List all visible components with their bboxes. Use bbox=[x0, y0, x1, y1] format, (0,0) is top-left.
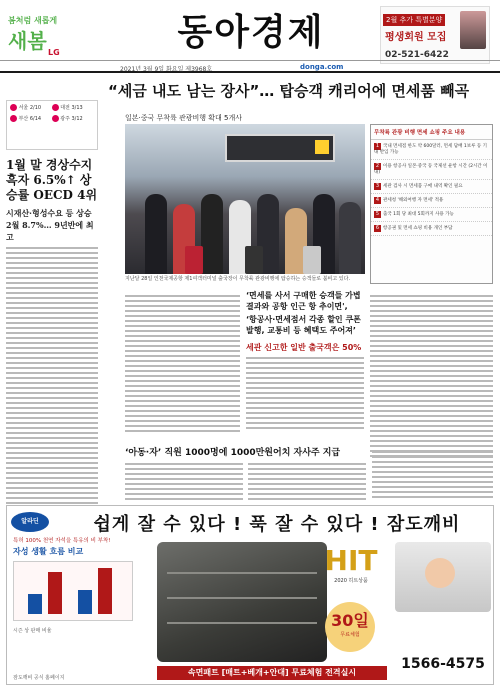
second-story-col-1 bbox=[125, 460, 243, 503]
masthead-ad[interactable] bbox=[380, 6, 490, 64]
photo-caption: 지난달 28일 인천국제공항 제1여객터미널 출국장이 무착륙 관광비행에 탑승하는 승객들로 붐비고 있다. bbox=[125, 276, 351, 282]
second-story-col-3 bbox=[372, 448, 493, 501]
weather-icon bbox=[52, 104, 59, 111]
info-item: 3 세관 검사 시 면세품 구매 내역 확인 필요 bbox=[371, 180, 492, 194]
left-story-body bbox=[6, 247, 98, 534]
advertisement[interactable] bbox=[6, 505, 494, 685]
ad-model-face bbox=[425, 558, 455, 588]
issue-bar bbox=[0, 60, 500, 73]
ad-chart-note: 시즌 상 판매 비율 bbox=[13, 628, 52, 634]
article-column-3 bbox=[370, 292, 493, 460]
left-story[interactable] bbox=[6, 158, 98, 537]
ad-brand-logo: 알라딘 bbox=[11, 512, 49, 532]
ad-phone: 02-521-6422 bbox=[385, 50, 449, 60]
ad-phone-number[interactable]: 1566-4575 bbox=[401, 656, 485, 672]
article-column-1 bbox=[125, 292, 240, 435]
info-item: 4 관세청 '해외여행 자 면세' 적용 bbox=[371, 194, 492, 208]
ad-left-label: 특허 100% 천연 자석을 특유의 비 부착! bbox=[13, 538, 111, 544]
newspaper-title: 동아경제 bbox=[177, 12, 325, 53]
weather-icon bbox=[10, 115, 17, 122]
weather-cell: 광주 3/12 bbox=[52, 115, 92, 122]
weather-cell: 대전 3/13 bbox=[52, 104, 92, 111]
ad-chart bbox=[13, 561, 133, 621]
info-box-title: 무착륙 관광 비행 면세 쇼핑 주요 내용 bbox=[371, 125, 492, 140]
ad-product-photo bbox=[157, 542, 327, 662]
lg-logo: LG bbox=[48, 48, 60, 57]
weather-cell: 부산 6/14 bbox=[10, 115, 50, 122]
ad-left-title: 자성 생활 흐름 비교 bbox=[13, 547, 84, 556]
issue-info: 2021년 3월 9일 화요일 제3968호 bbox=[120, 66, 213, 73]
weather-cell: 서울 2/10 bbox=[10, 104, 50, 111]
spring-banner bbox=[8, 6, 80, 66]
mid-headline-1: ‘면세를 사서 구매한 승객들 가볍 결과와 공항 인근 항 추이면', bbox=[246, 291, 361, 311]
info-box bbox=[370, 124, 493, 284]
ad-model-photo bbox=[395, 542, 491, 612]
ad-trial-badge: 30일 무료체험 bbox=[325, 602, 375, 652]
mid-headline-2: ‘항공사·면세점서 각종 할인 쿠폰 발행, 교통비 등 혜택도 주어져’ bbox=[246, 315, 361, 335]
ad-slogan: 쉽게 잘 수 있다 ! 푹 잘 수 있다 ! 잠도깨비 bbox=[93, 514, 461, 535]
main-subheadline: 일본·중국 무착륙 관광비행 확대 5개사 bbox=[125, 114, 243, 122]
mid-headline-3: 세관 신고한 일반 출국객은 50% bbox=[246, 343, 362, 352]
main-photo bbox=[125, 124, 365, 274]
left-story-subtitle: 시재산·형성수요 등 상승 2월 8.7%… 9년반에 최고 bbox=[6, 208, 94, 242]
weather-box bbox=[6, 100, 98, 150]
masthead bbox=[0, 0, 500, 73]
ad-tag: 2월 추가 특별분양 bbox=[383, 14, 445, 26]
ad-footer: 잠도깨비 공식 홈페이지 bbox=[13, 675, 65, 681]
info-item: 6 항공권 및 면세 쇼핑 비용 개인 부담 bbox=[371, 222, 492, 236]
ad-photo bbox=[460, 11, 486, 49]
info-item: 1 국내 면세점 한도 약 600달러, 면세 담배 1보루 등 기내 반입 가능 bbox=[371, 140, 492, 160]
ad-hit-badge: HIT 2020 히트상품 bbox=[324, 544, 378, 584]
ad-cta-bar[interactable]: 속면패트 [매트+베개+안대] 무료체험 전격실시 bbox=[157, 666, 387, 680]
info-item: 2 이용 항공사 일본·중국 등 국제선 운항 시간 (2시간 이내) bbox=[371, 160, 492, 180]
airport-sign bbox=[225, 134, 335, 162]
left-story-title: 1월 말 경상수지 흑자 6.5%↑ 상승률 OECD 4위 bbox=[6, 158, 98, 202]
main-headline-text: “세금 내도 남는 장사”… 탑승객 캐리어에 면세품 빼곡 bbox=[108, 82, 470, 100]
main-headline[interactable] bbox=[108, 80, 493, 110]
info-item: 5 출국 1회 당 최대 5회까지 사용 가능 bbox=[371, 208, 492, 222]
second-story-col-2 bbox=[248, 460, 366, 503]
spring-logo: 봄처럼 새롭게 새봄 bbox=[8, 16, 58, 53]
article-column-2[interactable] bbox=[246, 290, 364, 432]
ad-name: 평생회원 모집 bbox=[385, 32, 447, 43]
second-story-headline[interactable]: ‘아동·자’ 직원 1000명에 1000만원어치 자사주 지급 bbox=[125, 448, 341, 458]
ad-left-panel bbox=[13, 536, 143, 672]
weather-icon bbox=[10, 104, 17, 111]
website-link[interactable]: donga.com bbox=[300, 63, 344, 71]
weather-icon bbox=[52, 115, 59, 122]
